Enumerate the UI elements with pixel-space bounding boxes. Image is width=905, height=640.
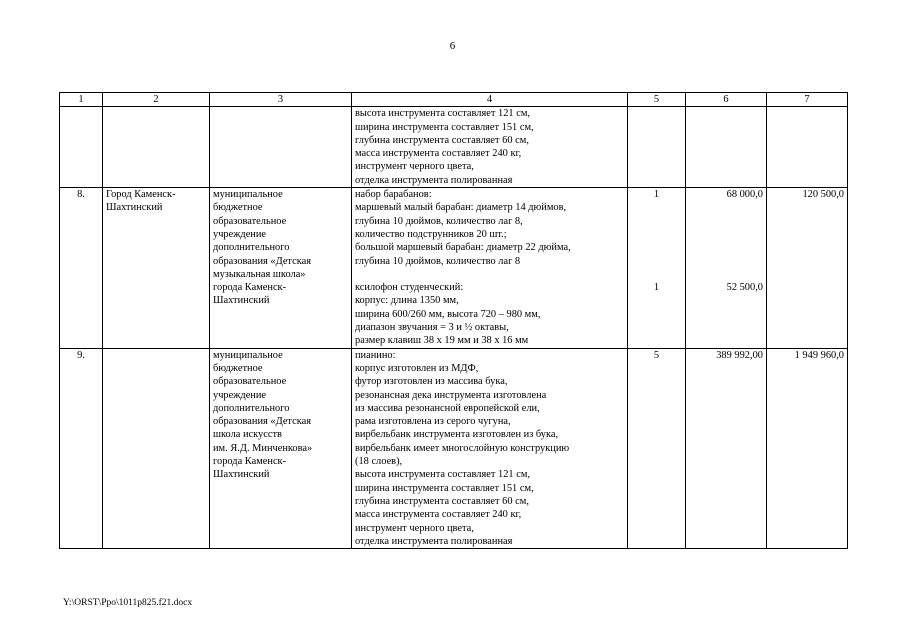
text-line: учреждение: [213, 389, 267, 401]
table-row-8: [60, 188, 848, 349]
text-line: Шахтинский: [213, 469, 270, 481]
cell-institution: [210, 107, 352, 188]
cell-number: [60, 107, 103, 188]
text-line: резонансная дека инструмента изготовлена: [355, 389, 547, 401]
cell-description: [352, 107, 628, 188]
text-line: 68 000,0: [726, 189, 763, 201]
text-line: глубина 10 дюймов, количество лаг 8: [355, 255, 521, 267]
text-line: [631, 241, 682, 254]
text-line: [689, 201, 763, 214]
text-line: 1: [653, 189, 660, 201]
text-line: набор барабанов:: [355, 189, 432, 201]
text-line: образования «Детская: [213, 255, 311, 267]
cell-price: [686, 348, 767, 548]
text-line: образовательное: [213, 376, 287, 388]
text-line: им. Я.Д. Минченкова»: [213, 442, 313, 454]
items-table: [59, 92, 848, 549]
text-line: бюджетное: [213, 362, 263, 374]
text-line: образовательное: [213, 215, 287, 227]
text-line: рама изготовлена из серого чугуна,: [355, 416, 511, 428]
text-line: [631, 201, 682, 214]
cell-municipality: [103, 107, 210, 188]
column-header: 4: [352, 93, 628, 107]
text-line: диапазон звучания = 3 и ½ октавы,: [355, 322, 509, 334]
text-line: 1: [653, 282, 660, 294]
text-line: высота инструмента составляет 121 см,: [355, 469, 530, 481]
text-line: города Каменск-: [213, 456, 287, 468]
text-line: большой маршевый барабан: диаметр 22 дюйма,: [355, 242, 571, 254]
cell-quantity: [628, 107, 686, 188]
text-line: ксилофон студенческий:: [355, 282, 464, 294]
text-line: [689, 255, 763, 268]
column-header: 3: [210, 93, 352, 107]
column-number-row: [60, 93, 848, 107]
text-line: из массива резонансной европейской ели,: [355, 402, 540, 414]
cell-municipality: [103, 188, 210, 349]
text-line: [631, 215, 682, 228]
column-header: 6: [686, 93, 767, 107]
text-line: высота инструмента составляет 121 см,: [355, 108, 530, 120]
column-header: 2: [103, 93, 210, 107]
cell-quantity: [628, 348, 686, 548]
text-line: бюджетное: [213, 202, 263, 214]
text-line: Шахтинский: [213, 295, 270, 307]
text-line: [631, 255, 682, 268]
text-line: (18 слоев),: [355, 456, 403, 468]
text-line: ширина 600/260 мм, высота 720 – 980 мм,: [355, 308, 541, 320]
text-line: ширина инструмента составляет 151 см,: [355, 121, 534, 133]
text-line: вирбельбанк инструмента изготовлен из бука,: [355, 429, 559, 441]
text-line: 5: [653, 349, 660, 361]
text-line: размер клавиш 38 х 19 мм и 38 х 16 мм: [355, 335, 529, 347]
cell-municipality: [103, 348, 210, 548]
cell-number: 9.: [60, 348, 103, 548]
text-line: Город Каменск-: [106, 189, 176, 201]
text-line: пианино:: [355, 349, 396, 361]
text-line: инструмент черного цвета,: [355, 522, 474, 534]
text-line: учреждение: [213, 228, 267, 240]
cell-institution: [210, 348, 352, 548]
text-line: маршевый малый барабан: диаметр 14 дюймов,: [355, 202, 567, 214]
table-row-continued: [60, 107, 848, 188]
column-header: 7: [767, 93, 848, 107]
footer-file-path: Y:\ORST\Ppo\1011p825.f21.docx: [63, 598, 193, 608]
text-line: корпус изготовлен из МДФ,: [355, 362, 479, 374]
text-line: 1 949 960,0: [794, 349, 844, 361]
text-line: школа искусств: [213, 429, 282, 441]
text-line: глубина инструмента составляет 60 см,: [355, 134, 529, 146]
text-line: муниципальное: [213, 189, 283, 201]
text-line: [355, 268, 624, 281]
cell-total: [767, 107, 848, 188]
cell-number: 8.: [60, 188, 103, 349]
text-line: 120 500,0: [802, 189, 844, 201]
cell-total: [767, 348, 848, 548]
text-line: количество подструнников 20 шт.;: [355, 228, 507, 240]
text-line: инструмент черного цвета,: [355, 161, 474, 173]
text-line: глубина 10 дюймов, количество лаг 8,: [355, 215, 523, 227]
cell-price: [686, 188, 767, 349]
text-line: [689, 268, 763, 281]
text-line: масса инструмента составляет 240 кг,: [355, 509, 522, 521]
text-line: города Каменск-: [213, 282, 287, 294]
text-line: 52 500,0: [726, 282, 763, 294]
text-line: [631, 228, 682, 241]
text-line: масса инструмента составляет 240 кг,: [355, 148, 522, 160]
text-line: дополнительного: [213, 402, 290, 414]
cell-total: [767, 188, 848, 349]
table-row-9: [60, 348, 848, 548]
cell-description: [352, 188, 628, 349]
text-line: [689, 241, 763, 254]
column-header: 1: [60, 93, 103, 107]
cell-price: [686, 107, 767, 188]
text-line: муниципальное: [213, 349, 283, 361]
text-line: ширина инструмента составляет 151 см,: [355, 482, 534, 494]
text-line: отделка инструмента полированная: [355, 174, 513, 186]
text-line: глубина инструмента составляет 60 см,: [355, 495, 529, 507]
cell-quantity: [628, 188, 686, 349]
text-line: футор изготовлен из массива бука,: [355, 376, 508, 388]
text-line: [689, 215, 763, 228]
text-line: дополнительного: [213, 242, 290, 254]
text-line: музыкальная школа»: [213, 268, 306, 280]
text-line: вирбельбанк имеет многослойную конструкцию: [355, 442, 570, 454]
cell-description: [352, 348, 628, 548]
column-header: 5: [628, 93, 686, 107]
text-line: образования «Детская: [213, 416, 311, 428]
text-line: 389 992,00: [716, 349, 763, 361]
text-line: [631, 268, 682, 281]
text-line: отделка инструмента полированная: [355, 535, 513, 547]
cell-institution: [210, 188, 352, 349]
text-line: Шахтинский: [106, 202, 163, 214]
page-number: 6: [449, 40, 456, 52]
text-line: корпус: длина 1350 мм,: [355, 295, 459, 307]
text-line: [689, 228, 763, 241]
